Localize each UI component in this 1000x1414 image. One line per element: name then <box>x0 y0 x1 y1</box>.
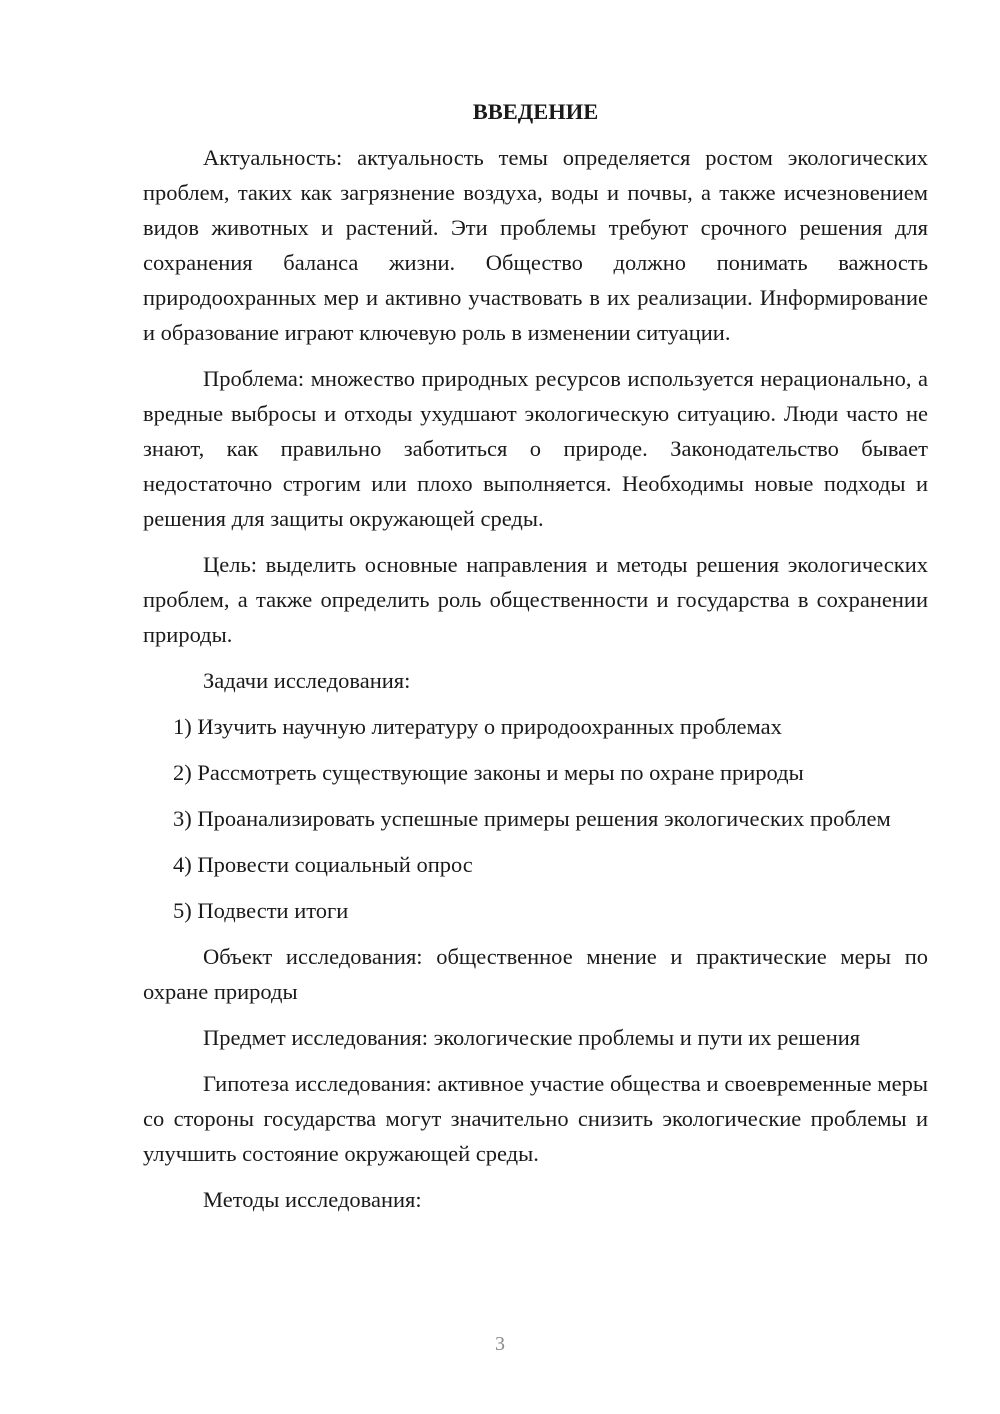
task-item-2: 2) Рассмотреть существующие законы и меры по охране природы <box>173 760 804 785</box>
task-item-3: 3) Проанализировать успешные примеры решения экологических проблем <box>173 806 891 831</box>
task-item-4: 4) Провести социальный опрос <box>173 852 473 877</box>
paragraph-relevance: Актуальность: актуальность темы определяется ростом экологических проблем, таких как загрязнение воздуха, воды и почвы, а также исчезновением видов животных и растений. Эти проблемы требуют срочного решения для сохранения баланса жизни. Общество должно понимать важность природоохранных мер и активно участвовать в их реализации. Информирование и образование играют ключевую роль в изменении ситуации. <box>143 145 928 345</box>
paragraph-tasks-heading: Задачи исследования: <box>203 668 411 693</box>
page-content <box>143 94 928 1228</box>
task-item-1: 1) Изучить научную литературу о природоохранных проблемах <box>173 714 782 739</box>
paragraph-object: Объект исследования: общественное мнение и практические меры по охране природы <box>143 944 928 1004</box>
paragraph-subject: Предмет исследования: экологические проблемы и пути их решения <box>203 1025 861 1050</box>
task-item-5: 5) Подвести итоги <box>173 898 349 923</box>
page-title: ВВЕДЕНИЕ <box>472 99 599 124</box>
paragraph-methods: Методы исследования: <box>203 1187 422 1212</box>
paragraph-problem: Проблема: множество природных ресурсов используется нерационально, а вредные выбросы и отходы ухудшают экологическую ситуацию. Люди часто не знают, как правильно заботиться о природе. Законодательство бывает недостаточно строгим или плохо выполняется. Необходимы новые подходы и решения для защиты окружающей среды. <box>143 366 928 531</box>
paragraph-hypothesis: Гипотеза исследования: активное участие общества и своевременные меры со стороны государства могут значительно снизить экологические проблемы и улучшить состояние окружающей среды. <box>143 1071 928 1166</box>
paragraph-goal: Цель: выделить основные направления и методы решения экологических проблем, а также определить роль общественности и государства в сохранении природы. <box>143 552 928 647</box>
page-number: 3 <box>495 1333 505 1355</box>
